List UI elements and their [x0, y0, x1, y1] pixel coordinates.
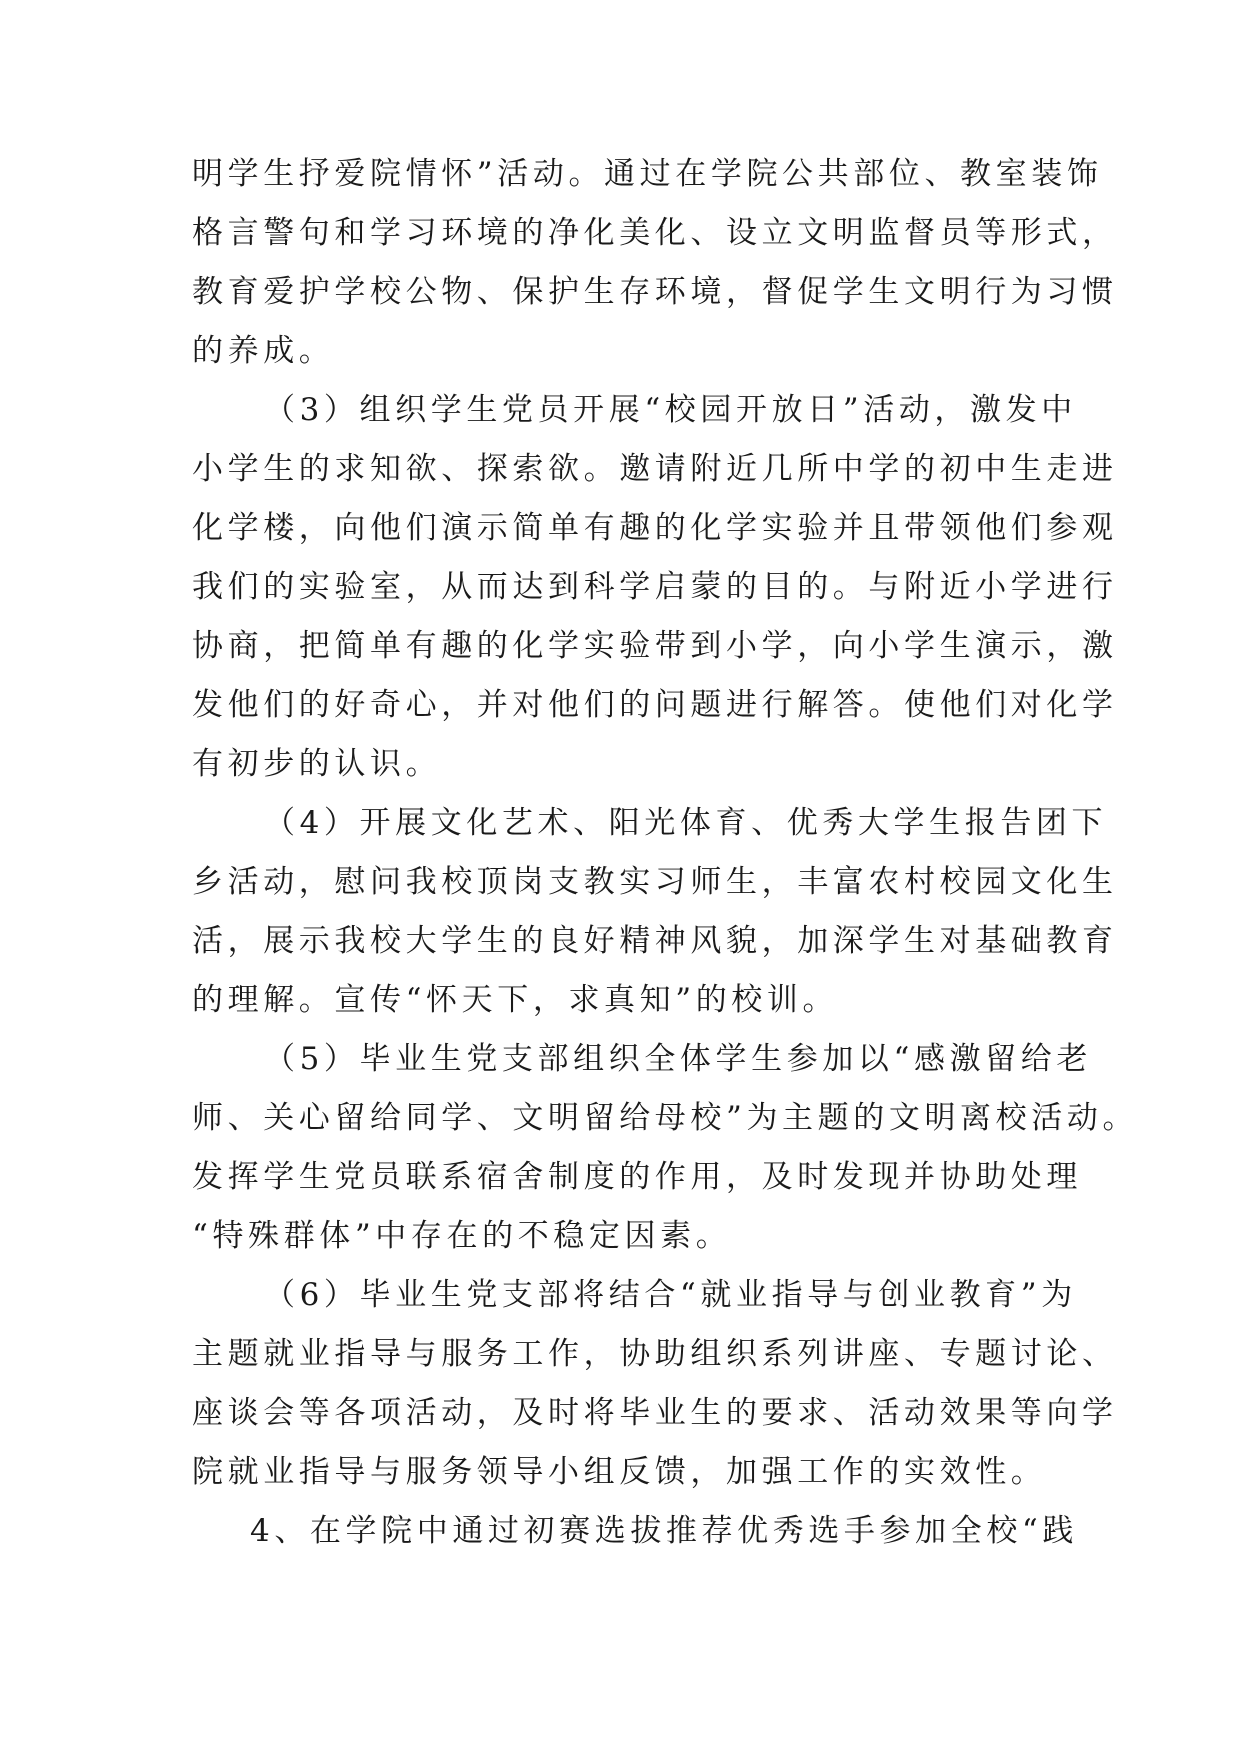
body-line: 协商，把简单有趣的化学实验带到小学，向小学生演示，激	[192, 628, 1118, 664]
body-line: 院就业指导与服务领导小组反馈，加强工作的实效性。	[192, 1454, 1047, 1490]
body-line: 主题就业指导与服务工作，协助组织系列讲座、专题讨论、	[192, 1336, 1118, 1372]
body-line: 化学楼，向他们演示简单有趣的化学实验并且带领他们参观	[192, 510, 1118, 546]
body-line: 教育爱护学校公物、保护生存环境，督促学生文明行为习惯	[192, 274, 1118, 310]
body-line: 发挥学生党员联系宿舍制度的作用，及时发现并协助处理	[192, 1159, 1082, 1195]
paragraph-6-first-line: （6）毕业生党支部将结合“就业指导与创业教育”为	[264, 1277, 1077, 1313]
body-line: “特殊群体”中存在的不稳定因素。	[192, 1218, 732, 1254]
body-line: 的养成。	[192, 333, 335, 369]
body-line: 乡活动，慰问我校顶岗支教实习师生，丰富农村校园文化生	[192, 864, 1118, 900]
body-line: 发他们的好奇心，并对他们的问题进行解答。使他们对化学	[192, 687, 1118, 723]
paragraph-5-first-line: （5）毕业生党支部组织全体学生参加以“感激留给老	[264, 1041, 1092, 1077]
body-line: 明学生抒爱院情怀”活动。通过在学院公共部位、教室装饰	[192, 156, 1103, 192]
body-line: 格言警句和学习环境的净化美化、设立文明监督员等形式，	[192, 215, 1118, 251]
body-line: 活，展示我校大学生的良好精神风貌，加深学生对基础教育	[192, 923, 1118, 959]
body-line: 我们的实验室，从而达到科学启蒙的目的。与附近小学进行	[192, 569, 1118, 605]
body-line: 有初步的认识。	[192, 746, 442, 782]
body-line: 的理解。宣传“怀天下，求真知”的校训。	[192, 982, 839, 1018]
paragraph-4-first-line: （4）开展文化艺术、阳光体育、优秀大学生报告团下	[264, 805, 1108, 841]
document-body	[192, 145, 1139, 1561]
body-line: 小学生的求知欲、探索欲。邀请附近几所中学的初中生走进	[192, 451, 1118, 487]
paragraph-3-first-line: （3）组织学生党员开展“校园开放日”活动，激发中	[264, 392, 1077, 428]
body-line: 师、关心留给同学、文明留给母校”为主题的文明离校活动。	[192, 1100, 1139, 1136]
body-line: 座谈会等各项活动，及时将毕业生的要求、活动效果等向学	[192, 1395, 1118, 1431]
section-4-first-line: 4、在学院中通过初赛选拔推荐优秀选手参加全校“践	[250, 1513, 1078, 1549]
